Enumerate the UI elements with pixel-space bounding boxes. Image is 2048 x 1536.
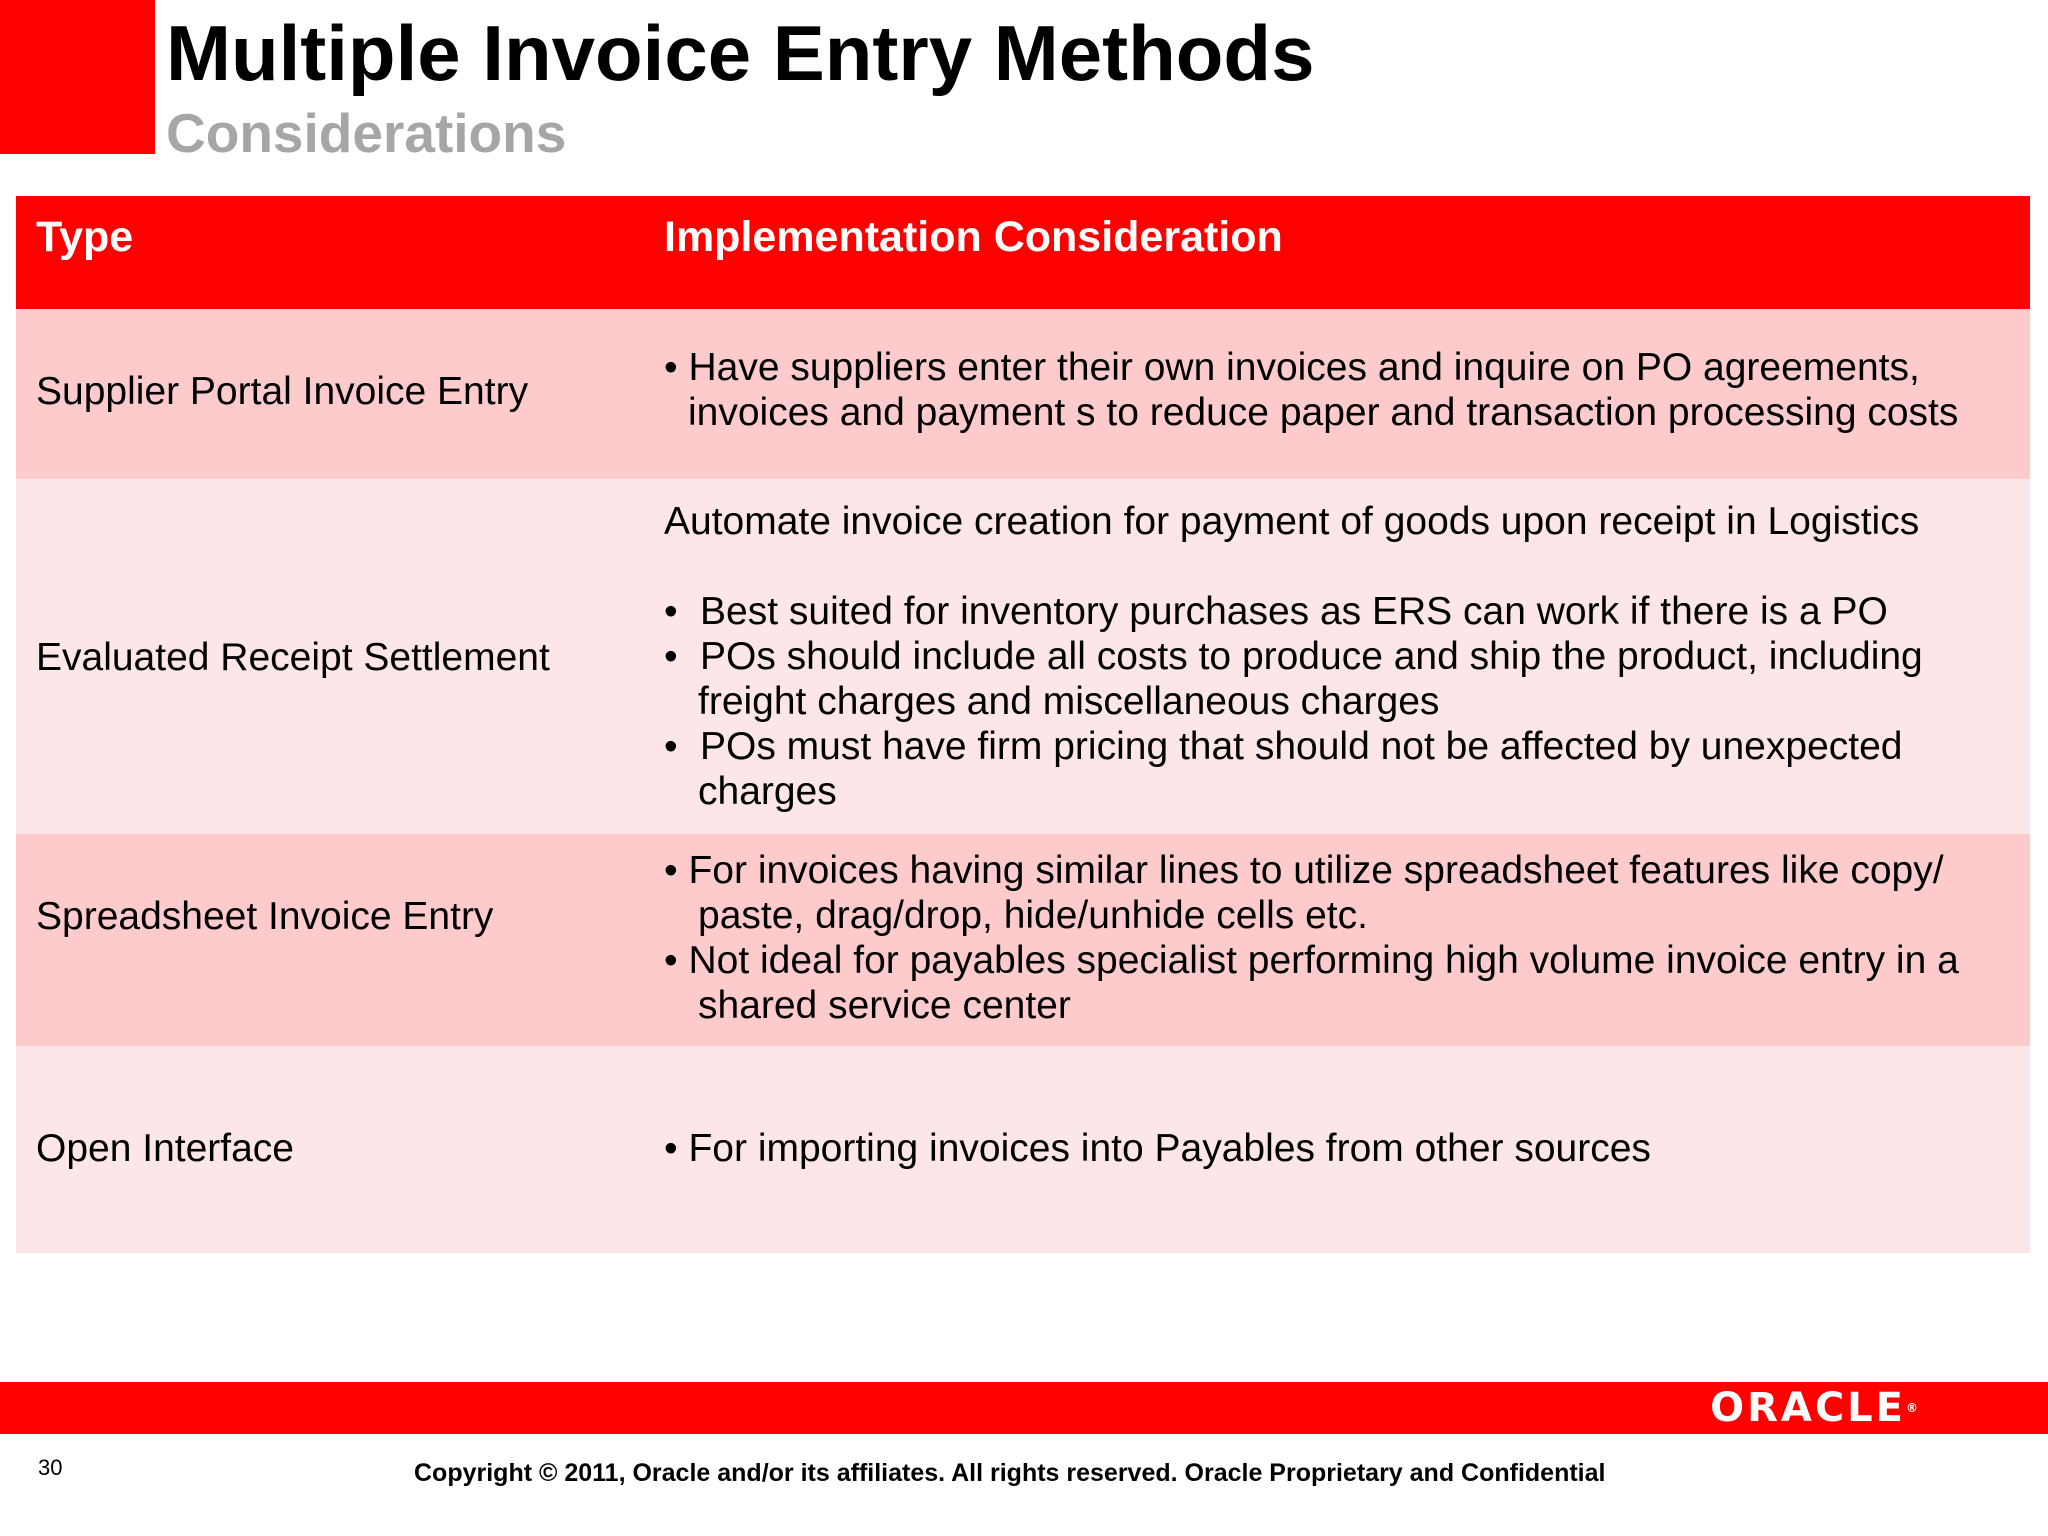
table-row-supplier-portal — [16, 309, 2030, 479]
row-consideration — [664, 345, 2024, 435]
footer-bar — [0, 1382, 2048, 1434]
oracle-logo — [1710, 1386, 1918, 1430]
row-consideration — [664, 499, 2024, 814]
consideration-bullet — [664, 634, 2024, 679]
consideration-line: invoices and payment s to reduce paper and transaction processing costs — [688, 391, 1959, 434]
consideration-line: • Have suppliers enter their own invoices and inquire on PO agreements, — [664, 346, 1920, 389]
oracle-logo-text: ORACLE — [1710, 1385, 1906, 1431]
spacer-line — [664, 544, 2024, 589]
row-consideration — [664, 1126, 2024, 1171]
bullet-text: Best suited for inventory purchases as ERS can work if there is a PO — [700, 590, 1888, 633]
consideration-line: • Not ideal for payables specialist performing high volume invoice entry in a — [664, 939, 1959, 982]
row-type-label: Spreadsheet Invoice Entry — [36, 895, 494, 938]
copyright-notice: Copyright © 2011, Oracle and/or its affiliates. All rights reserved. Oracle Proprietary and Confidential — [414, 1459, 1606, 1487]
slide-subtitle: Considerations — [166, 102, 567, 164]
bullet-continuation: freight charges and miscellaneous charges — [698, 680, 1440, 723]
consideration-line: • For importing invoices into Payables from other sources — [664, 1127, 1651, 1170]
consideration-line: paste, drag/drop, hide/unhide cells etc. — [698, 894, 1368, 937]
row-type-label: Open Interface — [36, 1127, 294, 1170]
bullet-glyph: • — [664, 590, 678, 633]
table-row-open-interface — [16, 1046, 2030, 1253]
row-consideration — [664, 848, 2024, 1028]
consideration-bullet — [664, 589, 2024, 634]
header-implementation-consideration: Implementation Consideration — [664, 213, 1283, 261]
consideration-line: • For invoices having similar lines to utilize spreadsheet features like copy/ — [664, 849, 1944, 892]
bullet-glyph: • — [664, 725, 678, 768]
table-row-spreadsheet-invoice-entry — [16, 834, 2030, 1046]
row-type-label: Supplier Portal Invoice Entry — [36, 370, 529, 413]
registered-mark: ® — [1906, 1401, 1918, 1415]
bullet-glyph: • — [664, 635, 678, 678]
bullet-text: POs should include all costs to produce and ship the product, including — [700, 635, 1923, 678]
corner-accent-block — [0, 0, 155, 154]
page-number: 30 — [38, 1455, 63, 1480]
consideration-intro: Automate invoice creation for payment of goods upon receipt in Logistics — [664, 500, 1920, 543]
table-header-row — [16, 196, 2030, 309]
consideration-bullet — [664, 724, 2024, 769]
slide-title: Multiple Invoice Entry Methods — [166, 9, 1315, 97]
table-row-evaluated-receipt-settlement — [16, 479, 2030, 834]
bullet-continuation: charges — [698, 770, 837, 813]
bullet-text: POs must have firm pricing that should not be affected by unexpected — [700, 725, 1903, 768]
consideration-line: shared service center — [698, 984, 1071, 1027]
row-type-label: Evaluated Receipt Settlement — [36, 636, 550, 679]
header-type: Type — [36, 213, 134, 261]
considerations-table — [16, 196, 2030, 1253]
